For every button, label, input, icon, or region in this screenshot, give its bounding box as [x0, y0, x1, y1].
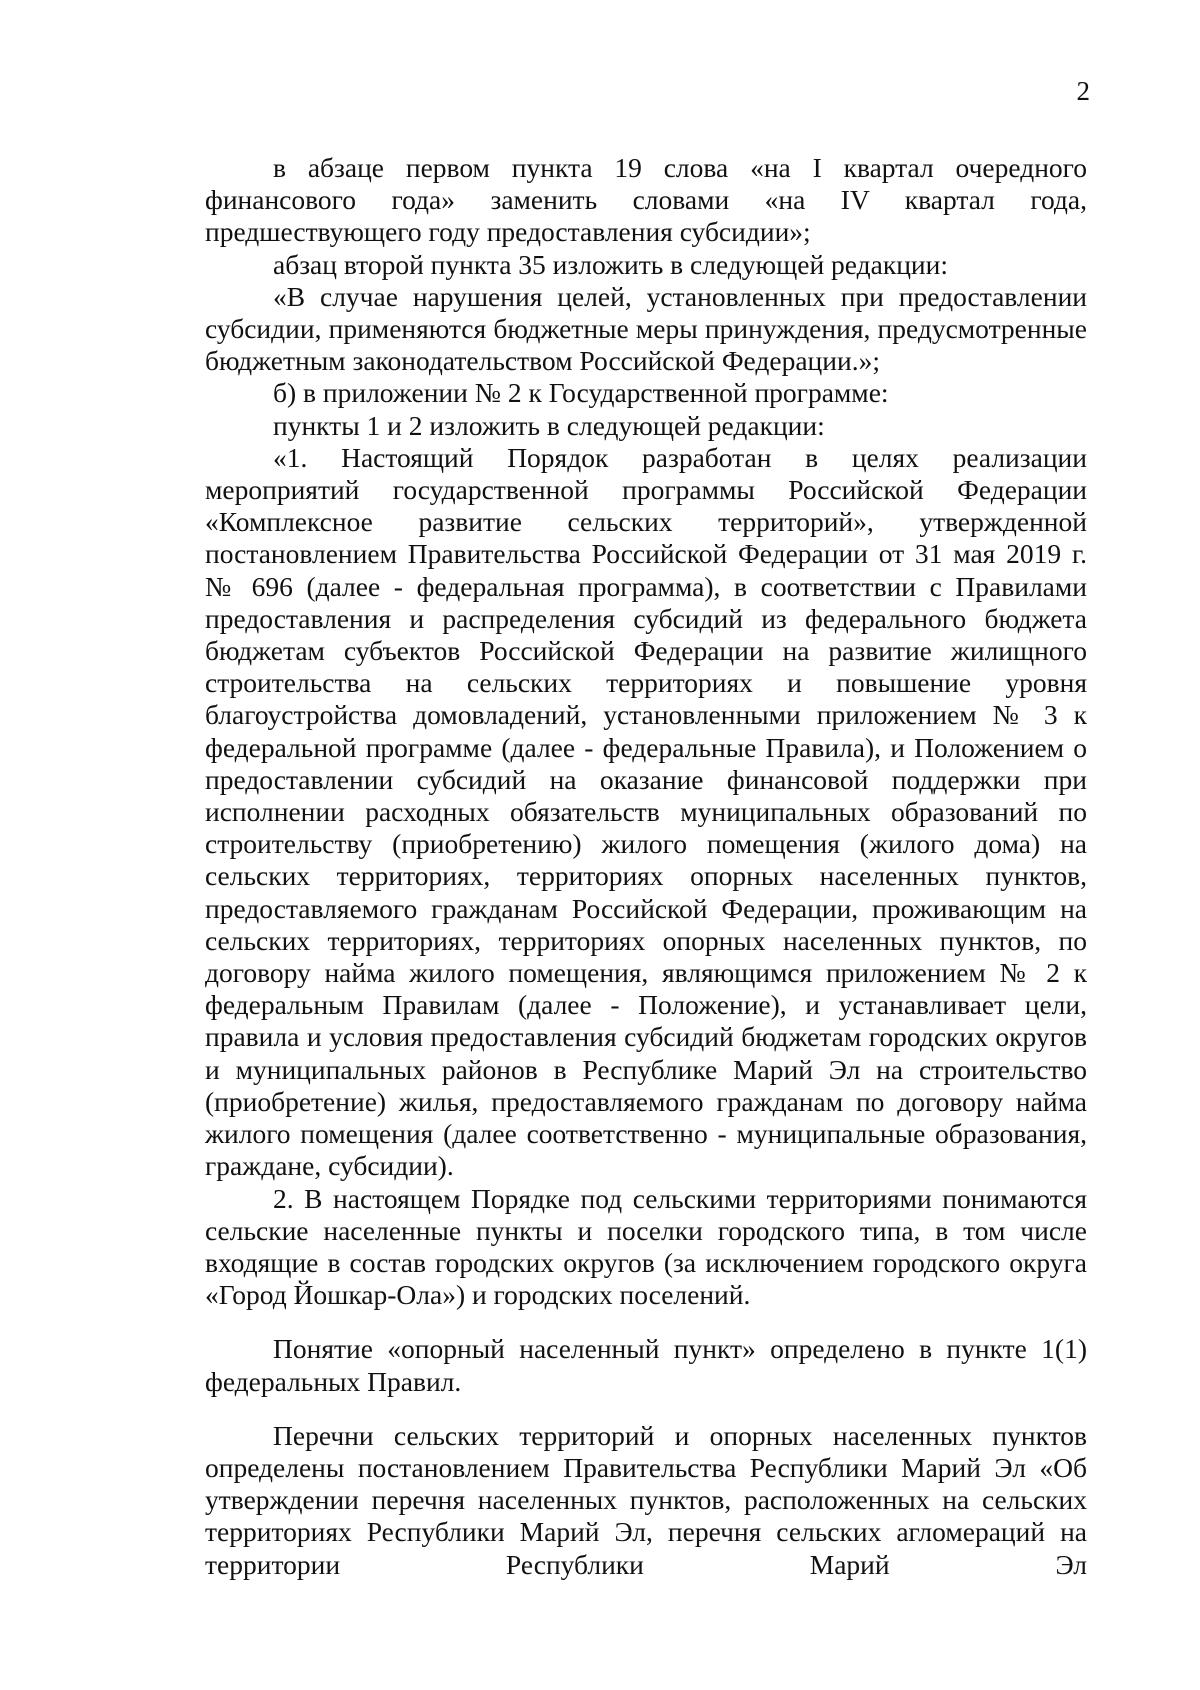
page-number: 2 — [1076, 76, 1090, 106]
paragraph-appendix-2: б) в приложении № 2 к Государственной программе: — [273, 377, 889, 409]
paragraph-items-1-2-intro: пункты 1 и 2 изложить в следующей редакции: — [273, 409, 825, 441]
document-body — [205, 152, 1087, 1581]
paragraph-item-35-intro: абзац второй пункта 35 изложить в следующей редакции: — [273, 248, 948, 280]
paragraph-lists: Перечни сельских территорий и опорных населенных пунктов определены постановлением Правительства Республики Марий Эл «Об утверждении перечня населенных пунктов, расположенных на сельских территориях Республики Марий Эл, перечня сельских агломераций на территории Республики Марий Эл — [205, 1419, 1087, 1580]
paragraph-amendment-19: в абзаце первом пункта 19 слова «на I квартал очередного финансового года» заменить словами «на IV квартал года, предшествующего году предоставления субсидии»; — [205, 152, 1087, 248]
paragraph-core-settlement: Понятие «опорный населенный пункт» определено в пункте 1(1) федеральных Правил. — [205, 1333, 1087, 1397]
paragraph-item-35-text: «В случае нарушения целей, установленных при предоставлении субсидии, применяются бюджетные меры принуждения, предусмотренные бюджетным законодательством Российской Федерации.»; — [205, 280, 1087, 377]
paragraph-item-1: «1. Настоящий Порядок разработан в целях реализации мероприятий государственной программы Российской Федерации «Комплексное развитие сельских территорий», утвержденной постановлением Правительства Российской Федерации от 31 мая 2019 г. № 696 (далее - федеральная программа), в соответствии с Правилами предоставления и распределения субсидий из федерального бюджета бюджетам субъектов Российской Федерации на развитие жилищного строительства на сельских территориях и повышение уровня благоустройства домовладений, установленными приложением № 3 к федеральной программе (далее - федеральные Правила), и Положением о предоставлении субсидий на оказание финансовой поддержки при исполнении расходных обязательств муниципальных образований по строительству (приобретению) жилого помещения (жилого дома) на сельских территориях, территориях опорных населенных пунктов, предоставляемого гражданам Российской Федерации, проживающим на сельских территориях, территориях опорных населенных пунктов, по договору найма жилого помещения, являющимся приложением № 2 к федеральным Правилам (далее - Положение), и устанавливает цели, правила и условия предоставления субсидий бюджетам городских округов и муниципальных районов в Республике Марий Эл на строительство (приобретение) жилья, предоставляемого гражданам по договору найма жилого помещения (далее соответственно - муниципальные образования, граждане, субсидии). — [205, 441, 1087, 1182]
paragraph-item-2: 2. В настоящем Порядке под сельскими территориями понимаются сельские населенные пункты и поселки городского типа, в том числе входящие в состав городских округов (за исключением городского округа «Город Йошкар-Ола») и городских поселений. — [205, 1182, 1087, 1311]
